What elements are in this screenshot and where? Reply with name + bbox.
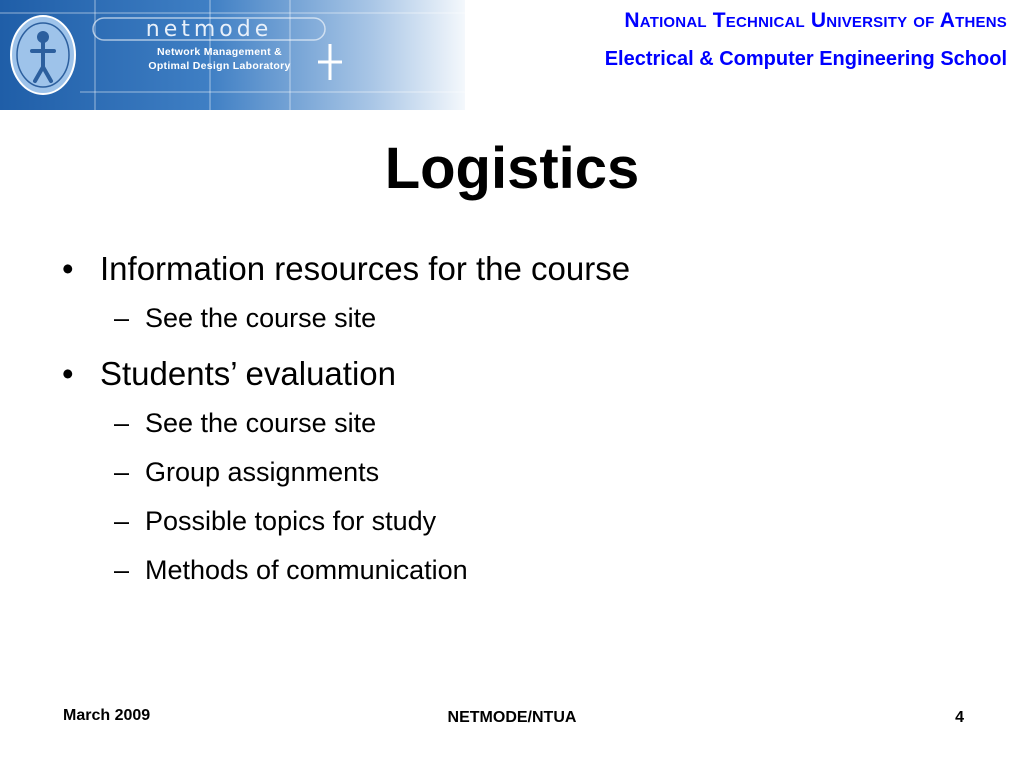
sub-bullet-marker: – [114,506,130,536]
footer-date: March 2009 [63,707,151,724]
bullet-marker: • [62,250,74,287]
sub-bullet-marker: – [114,555,130,585]
sub-bullet-marker: – [114,303,130,333]
university-name: National Technical University of Athens [624,9,1007,32]
sub-bullet-item [62,546,1002,595]
netmode-logo-icon [92,14,332,44]
school-name: Electrical & Computer Engineering School [604,48,1007,70]
footer-org: NETMODE/NTUA [447,709,577,726]
sub-bullet-item [62,399,1002,448]
svg-text:netmode: netmode [145,17,273,42]
footer-page-number: 4 [955,709,964,726]
bullet-item [62,244,1002,294]
sub-bullet-text: See the course site [145,303,377,333]
sub-bullet-text: Group assignments [145,457,380,487]
university-emblem-icon [8,13,78,97]
sub-bullet-marker: – [114,457,130,487]
slide-body [62,244,1002,595]
bullet-text: Information resources for the course [100,250,631,287]
sub-bullet-item [62,497,1002,546]
bullet-item [62,349,1002,399]
sub-bullet-text: Methods of communication [145,555,468,585]
sub-bullet-text: Possible topics for study [145,506,437,536]
bullet-marker: • [62,355,74,392]
sub-bullet-item [62,294,1002,343]
sub-bullet-item [62,448,1002,497]
slide-title: Logistics [384,136,640,201]
banner-tagline-line2: Optimal Design Laboratory [148,60,291,72]
bullet-text: Students’ evaluation [100,355,396,392]
netmode-banner [0,0,465,110]
sub-bullet-marker: – [114,408,130,438]
sub-bullet-text: See the course site [145,408,377,438]
banner-tagline-line1: Network Management & [156,46,283,58]
